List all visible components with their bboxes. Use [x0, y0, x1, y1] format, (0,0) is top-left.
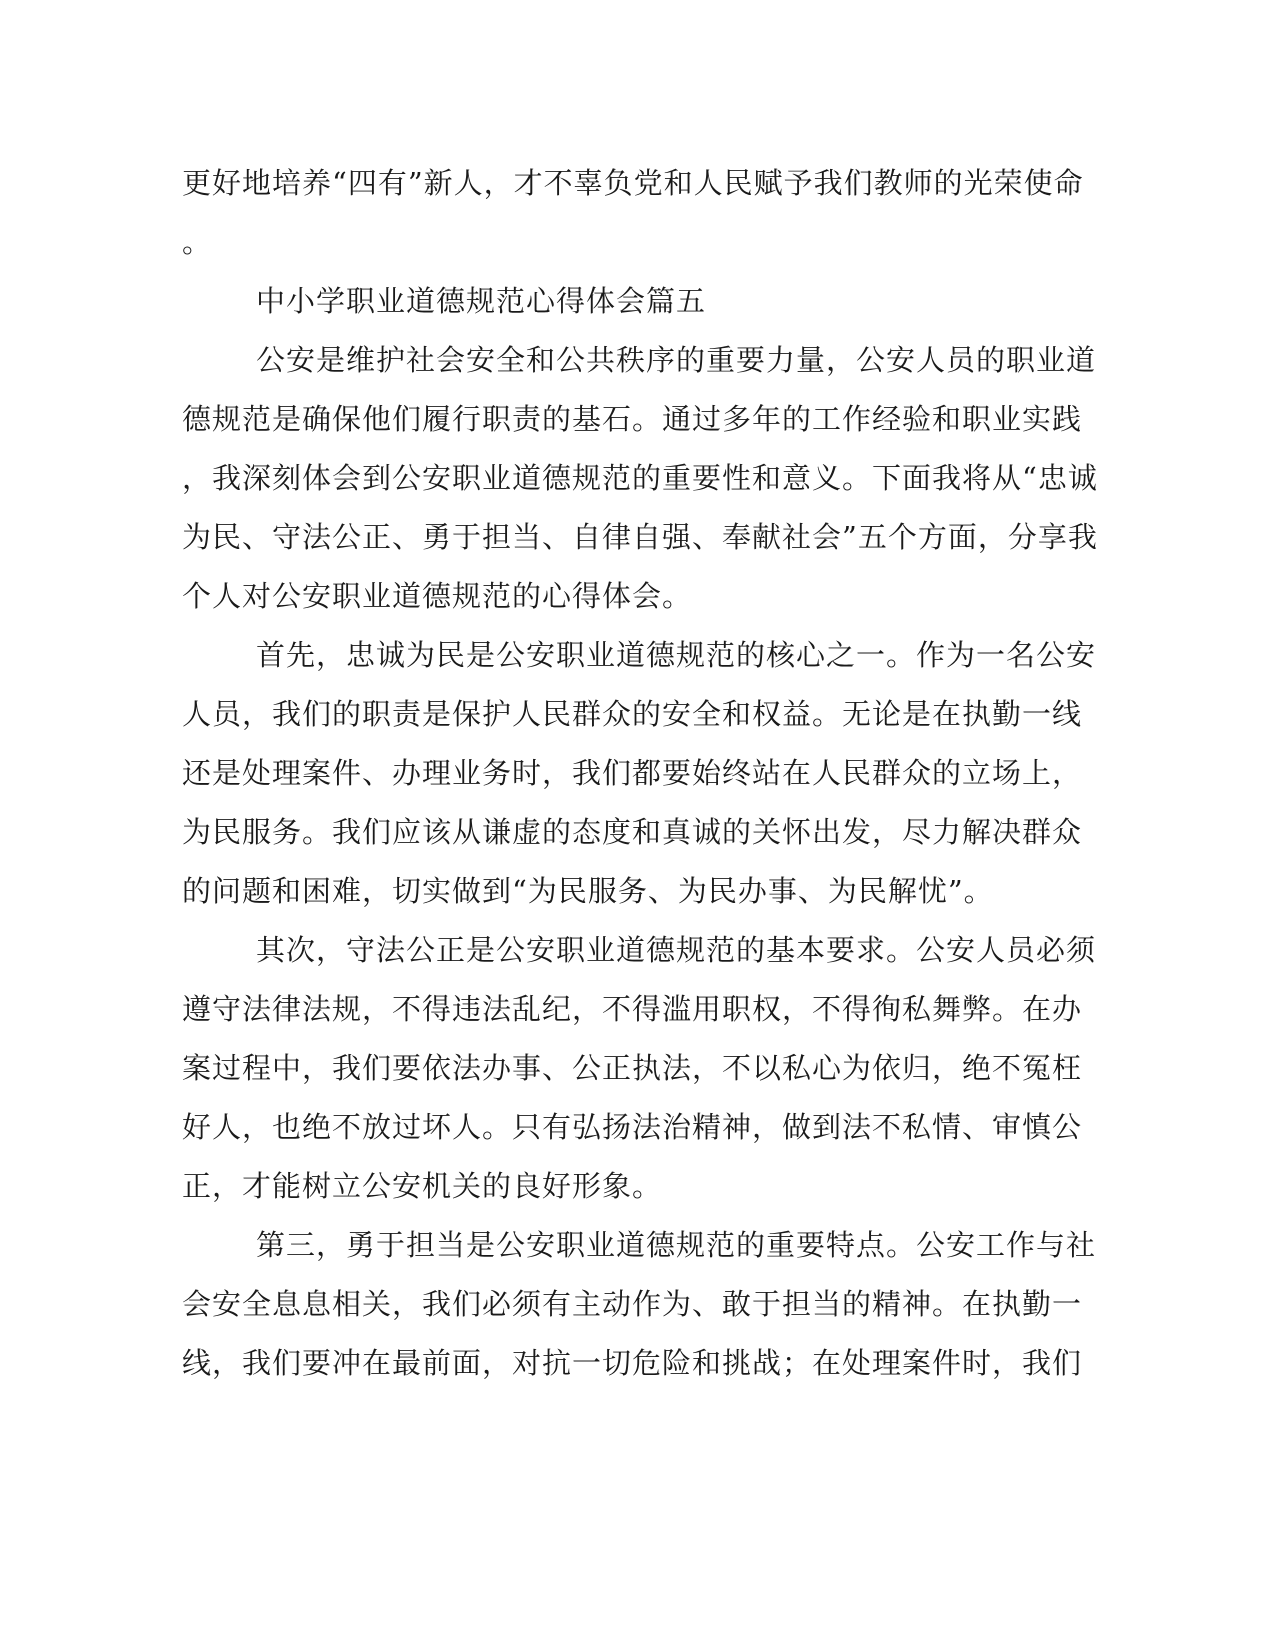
text-line-8: 个人对公安职业道德规范的心得体会。 — [182, 579, 693, 613]
text-line-6: ，我深刻体会到公安职业道德规范的重要性和意义。下面我将从“忠诚 — [182, 461, 1098, 495]
text-line-9: 首先，忠诚为民是公安职业道德规范的核心之一。作为一名公安 — [256, 638, 1097, 672]
text-line-12: 为民服务。我们应该从谦虚的态度和真诚的关怀出发，尽力解决群众 — [182, 815, 1083, 849]
document-body — [182, 154, 1098, 1393]
text-line-5: 德规范是确保他们履行职责的基石。通过多年的工作经验和职业实践 — [182, 402, 1083, 436]
text-line-1: 更好地培养“四有”新人，才不辜负党和人民赋予我们教师的光荣使命 — [182, 166, 1084, 200]
text-line-16: 案过程中，我们要依法办事、公正执法，不以私心为依归，绝不冤枉 — [182, 1051, 1083, 1085]
text-line-4: 公安是维护社会安全和公共秩序的重要力量，公安人员的职业道 — [256, 343, 1097, 377]
text-line-19: 第三，勇于担当是公安职业道德规范的重要特点。公安工作与社 — [256, 1228, 1097, 1262]
text-line-10: 人员，我们的职责是保护人民群众的安全和权益。无论是在执勤一线 — [182, 697, 1083, 731]
section-heading: 中小学职业道德规范心得体会篇五 — [256, 284, 707, 318]
text-line-17: 好人，也绝不放过坏人。只有弘扬法治精神，做到法不私情、审慎公 — [182, 1110, 1083, 1144]
text-line-15: 遵守法律法规，不得违法乱纪，不得滥用职权，不得徇私舞弊。在办 — [182, 992, 1083, 1026]
text-line-14: 其次，守法公正是公安职业道德规范的基本要求。公安人员必须 — [256, 933, 1097, 967]
text-line-11: 还是处理案件、办理业务时，我们都要始终站在人民群众的立场上， — [182, 756, 1083, 790]
text-line-13: 的问题和困难，切实做到“为民服务、为民办事、为民解忧”。 — [182, 874, 994, 908]
text-line-20: 会安全息息相关，我们必须有主动作为、敢于担当的精神。在执勤一 — [182, 1287, 1083, 1321]
text-line-21: 线，我们要冲在最前面，对抗一切危险和挑战；在处理案件时，我们 — [182, 1346, 1083, 1380]
text-line-7: 为民、守法公正、勇于担当、自律自强、奉献社会”五个方面，分享我 — [182, 520, 1098, 554]
text-line-18: 正，才能树立公安机关的良好形象。 — [182, 1169, 663, 1203]
text-line-2: 。 — [182, 225, 213, 259]
